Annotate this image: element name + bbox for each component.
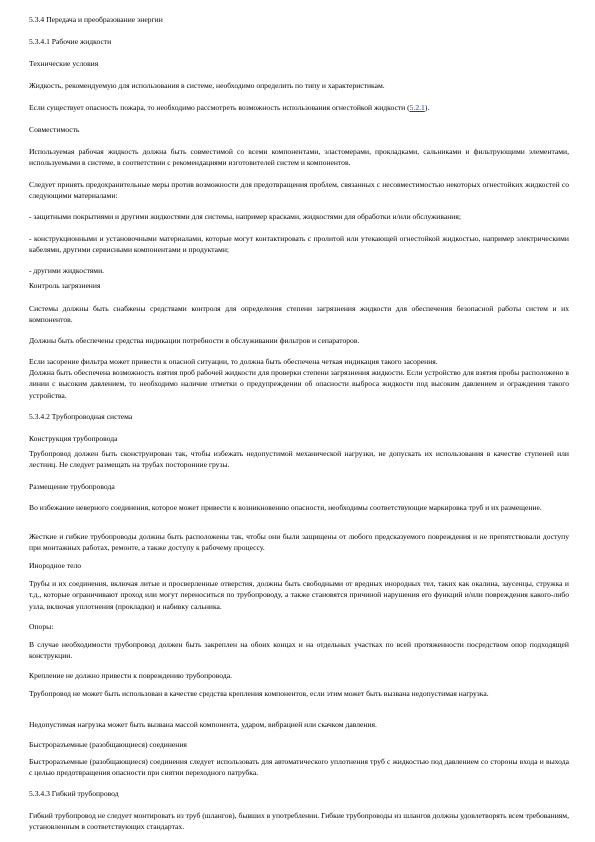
paragraph-text: Если засорение фильтра может привести к опасной ситуации, то должна быть обеспечена четкая индикация такого засорения. (29, 357, 438, 366)
paragraph-text: Жидкость, рекомендуемую для использования в системе, необходимо определить по типу и характеристикам. (29, 81, 385, 90)
paragraph-text: Системы должны быть снабжены средствами контроля для определения степени загрязнения жидкости для обеспечения безопасной работы систем и их компонентов. (29, 304, 569, 325)
topic-heading-compatibility-text: Совместимость (29, 125, 80, 134)
subsection-heading-5-3-4-1-text: 5.3.4.1 Рабочие жидкости (29, 37, 112, 46)
paragraph-text: Если существует опасность пожара, то необходимо рассмотреть возможность использования огнестойкой жидкости ( (29, 103, 410, 112)
paragraph-text: Должны быть обеспечены средства индикации потребности в обслуживании фильтров и сепараторов. (29, 336, 360, 345)
subsection-heading-5-3-4-3 (29, 788, 569, 799)
subsection-heading-5-3-4-2 (29, 411, 569, 422)
paragraph-text: В случае необходимости трубопровод должен быть закреплен на обоих концах и на отдельных участках по всей протяженности посредством опор подходящей конструкции. (29, 640, 569, 661)
paragraph-text: Трубопровод не может быть использован в качестве средства крепления компонентов, если этим может быть вызвана недопустимая нагрузка. (29, 689, 489, 698)
paragraph (29, 639, 569, 662)
topic-heading-pipeline-placement (29, 481, 569, 492)
topic-heading-contamination-control (29, 280, 569, 291)
paragraph-text: Быстроразъемные (разобщающиеся) соединения следует использовать для автоматического уплотнения труб с жидкостью под давлением со стороны входа и выхода с целью предотвращения опасности при снятии переходного патрубка. (29, 757, 569, 778)
subsection-heading-5-3-4-2-text: 5.3.4.2 Трубопроводная система (29, 412, 133, 421)
paragraph-text: Гибкий трубопровод не следует монтировать из труб (шлангов), бывших в употреблении. Гибкие трубопроводы из шлангов должны удовлетворять всем требованиям, установленным в соответствующих стандартах. (29, 811, 569, 832)
paragraph (29, 756, 569, 779)
paragraph (29, 211, 569, 222)
section-heading-5-3-4 (29, 14, 569, 25)
topic-heading-quick-disconnect-text: Быстроразъемные (разобщающиеся) соединения (29, 740, 187, 749)
paragraph (29, 335, 569, 346)
paragraph (29, 102, 569, 113)
topic-heading-supports-text: Опоры: (29, 622, 54, 631)
paragraph-text: Жесткие и гибкие трубопроводы должны быть расположены так, чтобы они были защищены от любого предсказуемого повреждения и не препятствовали доступу при монтажных работах, ремонте, а также доступу к рабочему процессу. (29, 532, 569, 553)
topic-heading-tech-conditions-text: Технические условия (29, 59, 99, 68)
paragraph-text: Используемая рабочая жидкость должна быть совместимой со всеми компонентами, эластомерами, прокладками, сальниками и фильтрующими элементами, используемыми в системе, в соответствии с рекомендациями изготовителей систем и компонентов. (29, 147, 569, 168)
paragraph (29, 265, 569, 276)
topic-heading-contamination-control-text: Контроль загрязнения (29, 281, 101, 290)
paragraph-text: Недопустимая нагрузка может быть вызвана массой компонента, ударом, вибрацией или скачком давления. (29, 720, 377, 729)
paragraph (29, 688, 569, 699)
paragraph-text: Следует принять предохранительные меры против возможности для предотвращения проблем, связанных с несовместимостью некоторых огнестойких жидкостей со следующими материалами: (29, 180, 569, 201)
paragraph (29, 719, 569, 730)
topic-heading-tech-conditions (29, 58, 569, 69)
paragraph (29, 502, 569, 513)
paragraph (29, 146, 569, 169)
paragraph (29, 531, 569, 554)
paragraph-text: Трубы и их соединения, включая литые и просверленные отверстия, должны быть свободными от вредных инородных тел, таких как окалина, заусенцы, стружка и т.д., которые ограничивают проход или могут переноситься по трубопроводу, а также становятся причиной нарушения его функций и/или повреждения какого-либо узла, включая уплотнения (прокладки) и набивку сальника. (29, 579, 569, 611)
subsection-heading-5-3-4-3-text: 5.3.4.3 Гибкий трубопровод (29, 789, 119, 798)
paragraph-text: Должна быть обеспечена возможность взятия проб рабочей жидкости для проверки степени загрязнения жидкости. Если устройство для взятия пробы расположено в линии с высоким давлением, то необходимо наличие отметки о предупреждении об опасности выброса жидкости под высоким давлением и ограждения такого устройства. (29, 368, 569, 400)
paragraph (29, 303, 569, 326)
subsection-heading-5-3-4-1 (29, 36, 569, 47)
topic-heading-compatibility (29, 124, 569, 135)
reference-link[interactable]: 5.2.1 (409, 103, 425, 112)
paragraph-text: - конструкционными и установочными материалами, которые могут контактировать с пролитой или утекающей огнестойкой жидкостью, например электрическими кабелями, другими сервисными компонентами и продуктами; (29, 234, 569, 255)
paragraph (29, 670, 569, 681)
topic-heading-quick-disconnect (29, 739, 569, 750)
paragraph-text: Трубопровод должен быть сконструирован так, чтобы избежать недопустимой механической нагрузки, не допускать их использования в качестве ступеней или лестниц. Не следует размещать на трубах посторонние грузы. (29, 449, 569, 470)
section-heading-5-3-4-text: 5.3.4 Передача и преобразование энергии (29, 15, 163, 24)
paragraph (29, 233, 569, 256)
paragraph (29, 367, 569, 401)
paragraph (29, 578, 569, 612)
paragraph-text: Во избежание неверного соединения, которое может привести к возникновению опасности, необходимы соответствующие маркировка труб и их размещение. (29, 503, 542, 512)
paragraph-suffix: ). (424, 103, 430, 112)
paragraph (29, 80, 569, 91)
paragraph-text: Крепление не должно привести к повреждению трубопровода. (29, 671, 232, 680)
topic-heading-pipeline-design-text: Конструкция трубопровода (29, 434, 118, 443)
topic-heading-foreign-body-text: Инородное тело (29, 561, 82, 570)
topic-heading-foreign-body (29, 560, 569, 571)
paragraph (29, 448, 569, 471)
topic-heading-supports (29, 621, 569, 632)
paragraph (29, 810, 569, 833)
topic-heading-pipeline-placement-text: Размещение трубопровода (29, 482, 115, 491)
paragraph (29, 356, 569, 367)
paragraph (29, 179, 569, 202)
topic-heading-pipeline-design (29, 433, 569, 444)
paragraph-text: - защитными покрытиями и другими жидкостями для системы, например красками, жидкостями для обработки и/или обслуживания; (29, 212, 461, 221)
paragraph-text: - другими жидкостями. (29, 266, 105, 275)
